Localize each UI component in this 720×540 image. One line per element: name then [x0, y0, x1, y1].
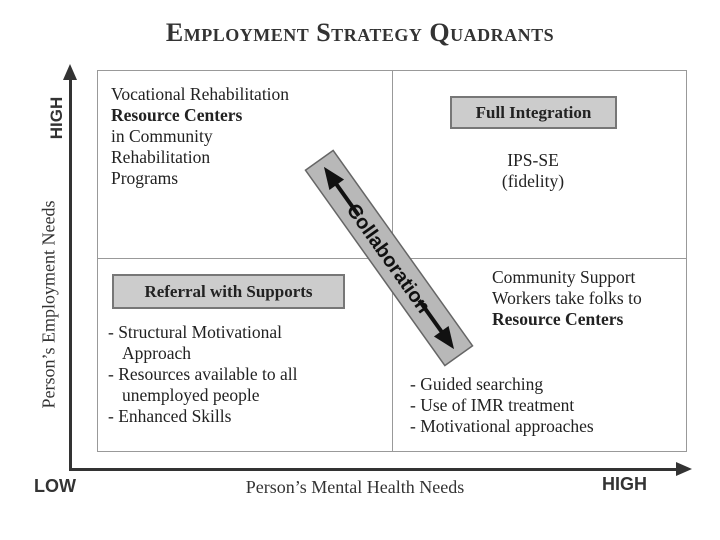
list-item: - Structural Motivational [108, 322, 282, 342]
br-line: Community Support [492, 267, 636, 287]
list-item: - Enhanced Skills [108, 406, 232, 426]
tr-line: (fidelity) [501, 171, 565, 191]
y-axis-high-label: HIGH [47, 96, 66, 140]
list-item: - Use of IMR treatment [410, 395, 575, 415]
tl-line: Rehabilitation [111, 147, 211, 167]
x-axis-low-label: LOW [34, 476, 76, 496]
list-item: - Resources available to all [108, 364, 298, 384]
x-axis-title: Person’s Mental Health Needs [245, 477, 465, 497]
collaboration-label: Collaboration [341, 199, 435, 318]
tl-line: Resource Centers [111, 105, 243, 125]
list-item: - Guided searching [410, 374, 544, 394]
list-item: - Motivational approaches [410, 416, 594, 436]
referral-with-supports-badge: Referral with Supports [112, 274, 345, 309]
y-axis-title: Person’s Employment Needs [38, 200, 59, 409]
br-line: Workers take folks to [492, 288, 642, 308]
full-integration-badge: Full Integration [450, 96, 617, 129]
br-line: Resource Centers [492, 309, 624, 329]
list-item: Approach [122, 343, 192, 363]
tr-line: IPS-SE [507, 150, 559, 170]
diagram-title: Employment Strategy Quadrants [165, 18, 555, 47]
x-axis-high-label: HIGH [602, 474, 647, 494]
tl-line: in Community [111, 126, 213, 146]
list-item: unemployed people [122, 385, 260, 405]
tl-line: Vocational Rehabilitation [111, 84, 290, 104]
tl-line: Programs [111, 168, 179, 188]
